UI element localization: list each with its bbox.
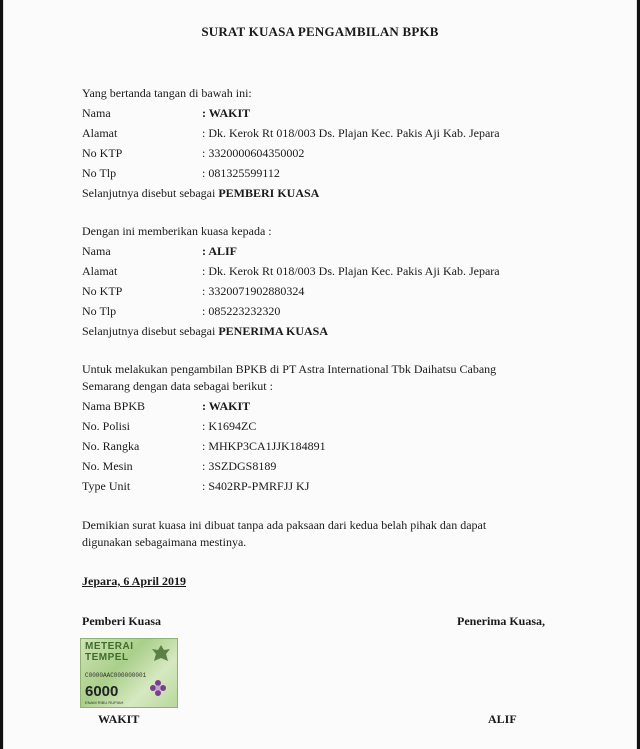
field-label: Type Unit xyxy=(82,479,131,493)
field-label: No. Polisi xyxy=(82,419,131,433)
penerima-closing xyxy=(82,324,328,339)
field-value: : Dk. Kerok Rt 018/003 Ds. Plajan Kec. Pakis Aji Kab. Jepara xyxy=(202,264,500,278)
field-label: No. Mesin xyxy=(82,459,133,473)
field-value: : 3SZDGS8189 xyxy=(202,459,277,473)
sign-right-label: Penerima Kuasa, xyxy=(457,614,545,628)
stamp-line-2: TEMPEL xyxy=(85,652,129,663)
garuda-emblem-icon xyxy=(151,643,171,665)
stamp-flower-icon xyxy=(149,679,167,697)
field-value: : S402RP-PMRFJJ KJ xyxy=(202,479,310,493)
field-value: : 085223232320 xyxy=(202,304,281,318)
field-label: Nama xyxy=(82,244,111,258)
field-value: : 3320071902880324 xyxy=(202,284,305,298)
stamp-subtext: ENAM RIBU RUPIAH xyxy=(85,700,124,705)
field-value: : WAKIT xyxy=(202,106,251,120)
closing-role: PEMBERI KUASA xyxy=(218,186,320,200)
pemberi-closing xyxy=(82,186,319,201)
closing-line-1: Demikian surat kuasa ini dibuat tanpa ada paksaan dari kedua belah pihak dan dapat xyxy=(82,518,487,532)
field-value: : WAKIT xyxy=(202,399,251,413)
closing-role: PENERIMA KUASA xyxy=(218,324,328,338)
stamp-amount: 6000 xyxy=(85,683,119,700)
field-value: : ALIF xyxy=(202,244,238,258)
sign-left-label: Pemberi Kuasa xyxy=(82,614,161,628)
field-label: No Tlp xyxy=(82,304,117,318)
field-label: Nama BPKB xyxy=(82,399,145,413)
closing-line-2: digunakan sebagaimana mestinya. xyxy=(82,535,247,549)
field-value: : Dk. Kerok Rt 018/003 Ds. Plajan Kec. Pakis Aji Kab. Jepara xyxy=(202,126,500,140)
field-value: : MHKP3CA1JJK184891 xyxy=(202,439,326,453)
meterai-stamp xyxy=(80,638,178,708)
document-title: SURAT KUASA PENGAMBILAN BPKB xyxy=(201,24,439,39)
document-page xyxy=(4,0,636,749)
field-value: : K1694ZC xyxy=(202,419,257,433)
field-label: No Tlp xyxy=(82,166,117,180)
field-label: Nama xyxy=(82,106,111,120)
field-label: No KTP xyxy=(82,146,123,160)
field-label: Alamat xyxy=(82,264,118,278)
field-label: Alamat xyxy=(82,126,118,140)
purpose-line-2: Semarang dengan data sebagai berikut : xyxy=(82,379,273,393)
field-label: No KTP xyxy=(82,284,123,298)
stamp-serial: C0000AAC000000001 xyxy=(85,672,147,679)
field-value: : 081325599112 xyxy=(202,166,280,180)
sign-left-name: WAKIT xyxy=(98,712,140,726)
document-date: Jepara, 6 April 2019 xyxy=(82,574,186,588)
closing-prefix: Selanjutnya disebut sebagai xyxy=(82,186,219,200)
intro-text: Yang bertanda tangan di bawah ini: xyxy=(82,86,252,100)
field-label: No. Rangka xyxy=(82,439,140,453)
sign-right-name: ALIF xyxy=(488,712,517,726)
closing-prefix: Selanjutnya disebut sebagai xyxy=(82,324,219,338)
kuasa-intro: Dengan ini memberikan kuasa kepada : xyxy=(82,224,272,238)
stamp-line-1: METERAI xyxy=(85,641,134,652)
field-value: : 3320000604350002 xyxy=(202,146,305,160)
purpose-line-1: Untuk melakukan pengambilan BPKB di PT Astra International Tbk Daihatsu Cabang xyxy=(82,362,497,376)
